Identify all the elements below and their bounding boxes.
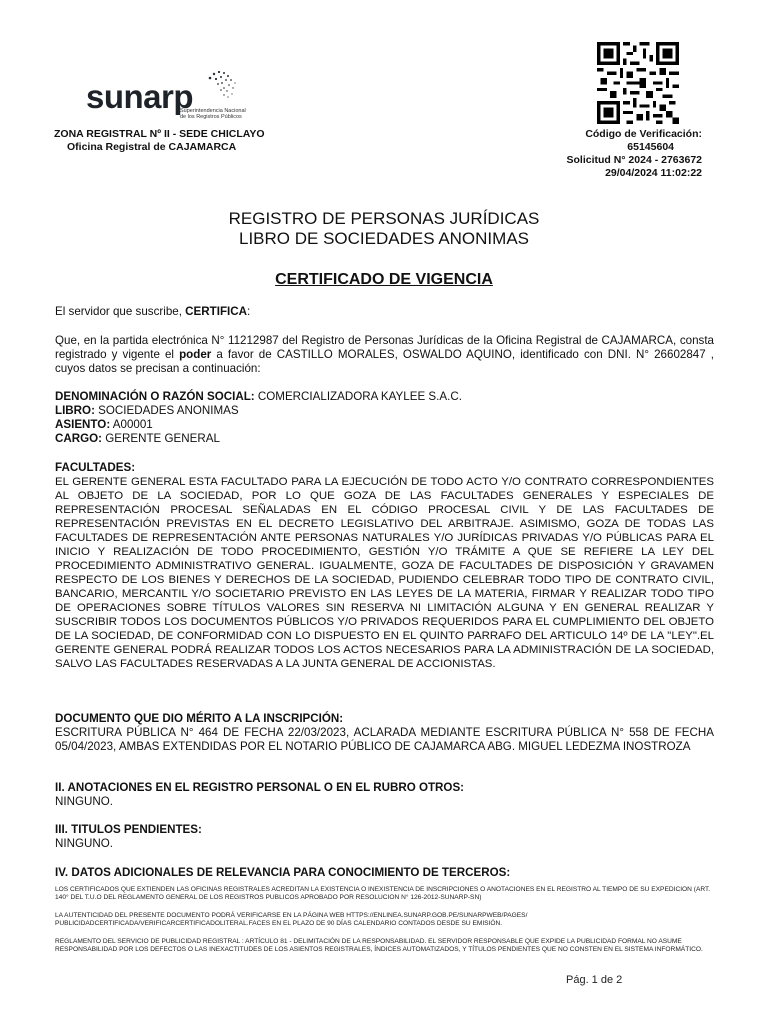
section3-text: NINGUNO. (55, 837, 113, 850)
section-titulos-pendientes (55, 823, 714, 851)
asiento-label: ASIENTO: (55, 418, 111, 431)
book-title: LIBRO DE SOCIEDADES ANONIMAS (238, 229, 529, 248)
facultades-label: FACULTADES: (55, 461, 136, 474)
denominacion-value: COMERCIALIZADORA KAYLEE S.A.C. (254, 390, 462, 403)
qr-code-icon (597, 42, 679, 124)
cargo-value: GERENTE GENERAL (102, 432, 220, 445)
verification-label: Código de Verificación: (585, 128, 702, 140)
documento-label: DOCUMENTO QUE DIO MÉRITO A LA INSCRIPCIÓN: (55, 712, 344, 725)
asiento-value: A00001 (110, 418, 153, 431)
documento-section (55, 712, 714, 754)
section2-text: NINGUNO. (55, 795, 113, 808)
entity-fields (55, 390, 714, 446)
para1-part2: a favor de CASTILLO MORALES, OSWALDO AQUINO, identificado con DNI. N° 26602847 , cuyos datos se precisan a continuación: (55, 348, 714, 375)
verification-code: 65145604 (627, 141, 674, 153)
section2-label: II. ANOTACIONES EN EL REGISTRO PERSONAL O EN EL RUBRO OTROS: (55, 781, 465, 794)
section-anotaciones (55, 781, 714, 809)
registry-zone-block (54, 128, 265, 154)
issue-datetime: 29/04/2024 11:02:22 (605, 167, 702, 179)
registry-title: REGISTRO DE PERSONAS JURÍDICAS (228, 209, 540, 228)
intro-suffix: : (247, 305, 251, 318)
field-cargo (55, 432, 714, 446)
verification-block (530, 128, 702, 180)
page-number: Pág. 1 de 2 (566, 974, 623, 986)
logo-subtitle: Superintendencia Nacional de los Registros Públicos (180, 108, 246, 120)
para1-poder: poder (179, 348, 212, 361)
certificate-title: CERTIFICADO DE VIGENCIA (275, 271, 493, 288)
field-denominacion (55, 390, 714, 404)
office-name: Oficina Registral de CAJAMARCA (67, 141, 237, 153)
facultades-section (55, 461, 714, 671)
section3-label: III. TITULOS PENDIENTES: (55, 823, 202, 836)
denominacion-label: DENOMINACIÓN O RAZÓN SOCIAL: (55, 390, 255, 403)
section4-label: IV. DATOS ADICIONALES DE RELEVANCIA PARA CONOCIMIENTO DE TERCEROS: (55, 866, 511, 879)
sunarp-dots-logo-icon (202, 68, 242, 108)
document-titles (0, 209, 768, 249)
cargo-label: CARGO: (55, 432, 103, 445)
sunarp-logo (86, 66, 246, 128)
footnote-1: LOS CERTIFICADOS QUE EXTIENDEN LAS OFICINAS REGISTRALES ACREDITAN LA EXISTENCIA O INEXISTENCIA DE INSCRIPCIONES O ANOTACIONES EN EL REGISTRO AL TIEMPO DE SU EXPEDICION (ART. 140° DEL T.U.O DEL REGLAMENTO GENERAL DE LOS REGISTROS PUBLICOS APROBADO POR RESOLUCION N° 126-2012-SUNARP-SN) (55, 886, 711, 901)
intro-line (55, 305, 714, 319)
request-number: Solicitud N° 2024 - 2763672 (566, 154, 702, 166)
zone-name: ZONA REGISTRAL Nº II - SEDE CHICLAYO (54, 128, 265, 140)
intro-prefix: El servidor que suscribe, (55, 305, 186, 318)
intro-certifica: CERTIFICA (185, 305, 248, 318)
certification-paragraph (55, 334, 714, 376)
para1-part1: Que, en la partida electrónica N° 11212987 del Registro de Personas Jurídicas de la Oficina Registral de CAJAMARCA, consta registrado y vigente el (55, 334, 714, 361)
field-libro (55, 404, 714, 418)
logo-wordmark: sunarp (86, 78, 194, 115)
facultades-text: EL GERENTE GENERAL ESTA FACULTADO PARA LA EJECUCIÓN DE TODO ACTO Y/O CONTRATO CORRESPONDIENTES AL OBJETO DE LA SOCIEDAD, POR LO QUE GOZA DE LAS FACULTADES GENERALES Y ESPECIALES DE REPRESENTACIÓN PROCESAL SEÑALADAS EN EL CÓDIGO PROCESAL CIVIL Y DE LAS FACULTADES DE REPRESENTACIÓN PREVISTAS EN EL DECRETO LEGISLATIVO DEL ARBITRAJE. ASIMISMO, GOZA DE TODAS LAS FACULTADES DE REPRESENTACIÓN ANTE PERSONAS NATURALES Y/O JURÍDICAS PRIVADAS Y/O PÚBLICAS PARA EL INICIO Y REALIZACIÓN DE TODO PROCEDIMIENTO, GESTIÓN Y/O TRÁMITE A QUE SE REFIERE LA LEY DEL PROCEDIMIENTO ADMINISTRATIVO GENERAL. IGUALMENTE, GOZA DE FACULTADES DE DISPOSICIÓN Y GRAVAMEN RESPECTO DE LOS BIENES Y DERECHOS DE LA SOCIEDAD, PUDIENDO CELEBRAR TODO TIPO DE CONTRATO CIVIL, BANCARIO, MERCANTIL Y/O SOCIETARIO PREVISTO EN LAS LEYES DE LA MATERIA, FIRMAR Y REALIZAR TODO TIPO DE OPERACIONES SOBRE TÍTULOS VALORES SIN RESERVA NI LIMITACIÓN ALGUNA Y EN GENERAL REALIZAR Y SUSCRIBIR TODOS LOS DOCUMENTOS PÚBLICOS Y/O PRIVADOS REQUERIDOS PARA EL CUMPLIMIENTO DEL OBJETO DE LA SOCIEDAD, DE CONFORMIDAD CON LO DISPUESTO EN EL QUINTO PARRAFO DEL ARTICULO 14º DE LA "LEY".EL GERENTE GENERAL PODRÁ REALIZAR TODOS LOS ACTOS NECESARIOS PARA LA ADMINISTRACIÓN DE LA SOCIEDAD, SALVO LAS FACULTADES RESERVADAS A LA JUNTA GENERAL DE ACCIONISTAS. (55, 476, 714, 670)
libro-value: SOCIEDADES ANONIMAS (94, 404, 239, 417)
footnote-2: LA AUTENTICIDAD DEL PRESENTE DOCUMENTO PODRÁ VERIFICARSE EN LA PÁGINA WEB HTTPS://ENLINEA.SUNARP.GOB.PE/SUNARPWEB/PAGES/ PUBLICIDADCERTIFICADA/VERIFICARCERTIFICADOLITERAL.FACES EN EL PLAZO DE 90 DÍAS CALENDARIO CONTADOS DESDE SU EMISIÓN. (55, 912, 528, 927)
footnote-3: REGLAMENTO DEL SERVICIO DE PUBLICIDAD REGISTRAL : ARTÍCULO 81 - DELIMITACIÓN DE LA RESPONSABILIDAD. EL SERVIDOR RESPONSABLE QUE EXPIDE LA PUBLICIDAD FORMAL NO ASUME RESPONSABILIDAD POR LOS DEFECTOS O LAS INEXACTITUDES DE LOS ASIENTOS REGISTRALES, ÍNDICES AUTOMATIZADOS, Y TÍTULOS PENDIENTES QUE NO CONSTEN EN EL SISTEMA INFORMÁTICO. (55, 938, 703, 953)
libro-label: LIBRO: (55, 404, 95, 417)
field-asiento (55, 418, 714, 432)
documento-text: ESCRITURA PÚBLICA N° 464 DE FECHA 22/03/2023, ACLARADA MEDIANTE ESCRITURA PÚBLICA N° 558 DE FECHA 05/04/2023, AMBAS EXTENDIDAS POR EL NOTARIO PÚBLICO DE CAJAMARCA ABG. MIGUEL LEDEZMA INOSTROZA (55, 726, 714, 753)
